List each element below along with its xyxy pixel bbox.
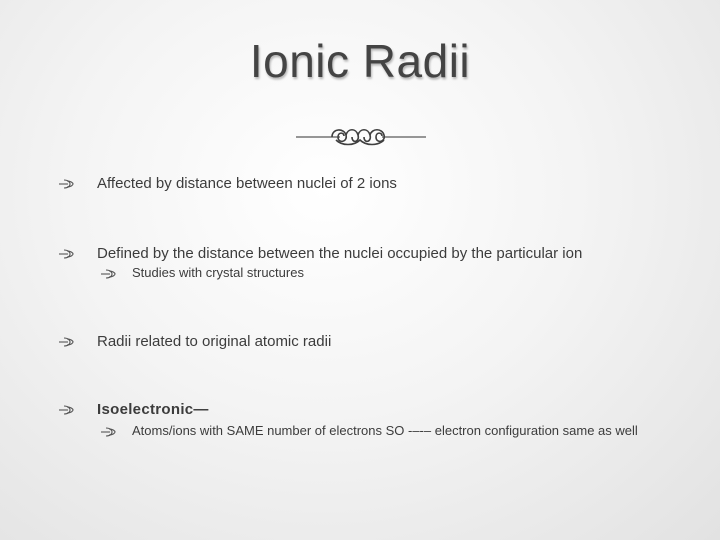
- fleuron-bullet-icon: [58, 178, 74, 190]
- scroll-ornament-icon: [296, 124, 426, 150]
- fleuron-bullet-icon: [100, 426, 116, 438]
- bullet-text: Isoelectronic—: [97, 401, 209, 418]
- fleuron-bullet-icon: [58, 248, 74, 260]
- sub-bullet-text: Studies with crystal structures: [132, 265, 304, 280]
- fleuron-bullet-icon: [58, 336, 74, 348]
- bullet-text: Radii related to original atomic radii: [97, 333, 332, 350]
- fleuron-bullet-icon: [58, 404, 74, 416]
- slide-title: Ionic Radii: [249, 35, 471, 87]
- bullet-text: Defined by the distance between the nuclei occupied by the particular ion: [97, 245, 583, 262]
- sub-bullet-text: Atoms/ions with SAME number of electrons SO -–-– electron configuration same as well: [132, 423, 638, 438]
- bullet-text: Affected by distance between nuclei of 2 ions: [97, 175, 397, 192]
- fleuron-bullet-icon: [100, 268, 116, 280]
